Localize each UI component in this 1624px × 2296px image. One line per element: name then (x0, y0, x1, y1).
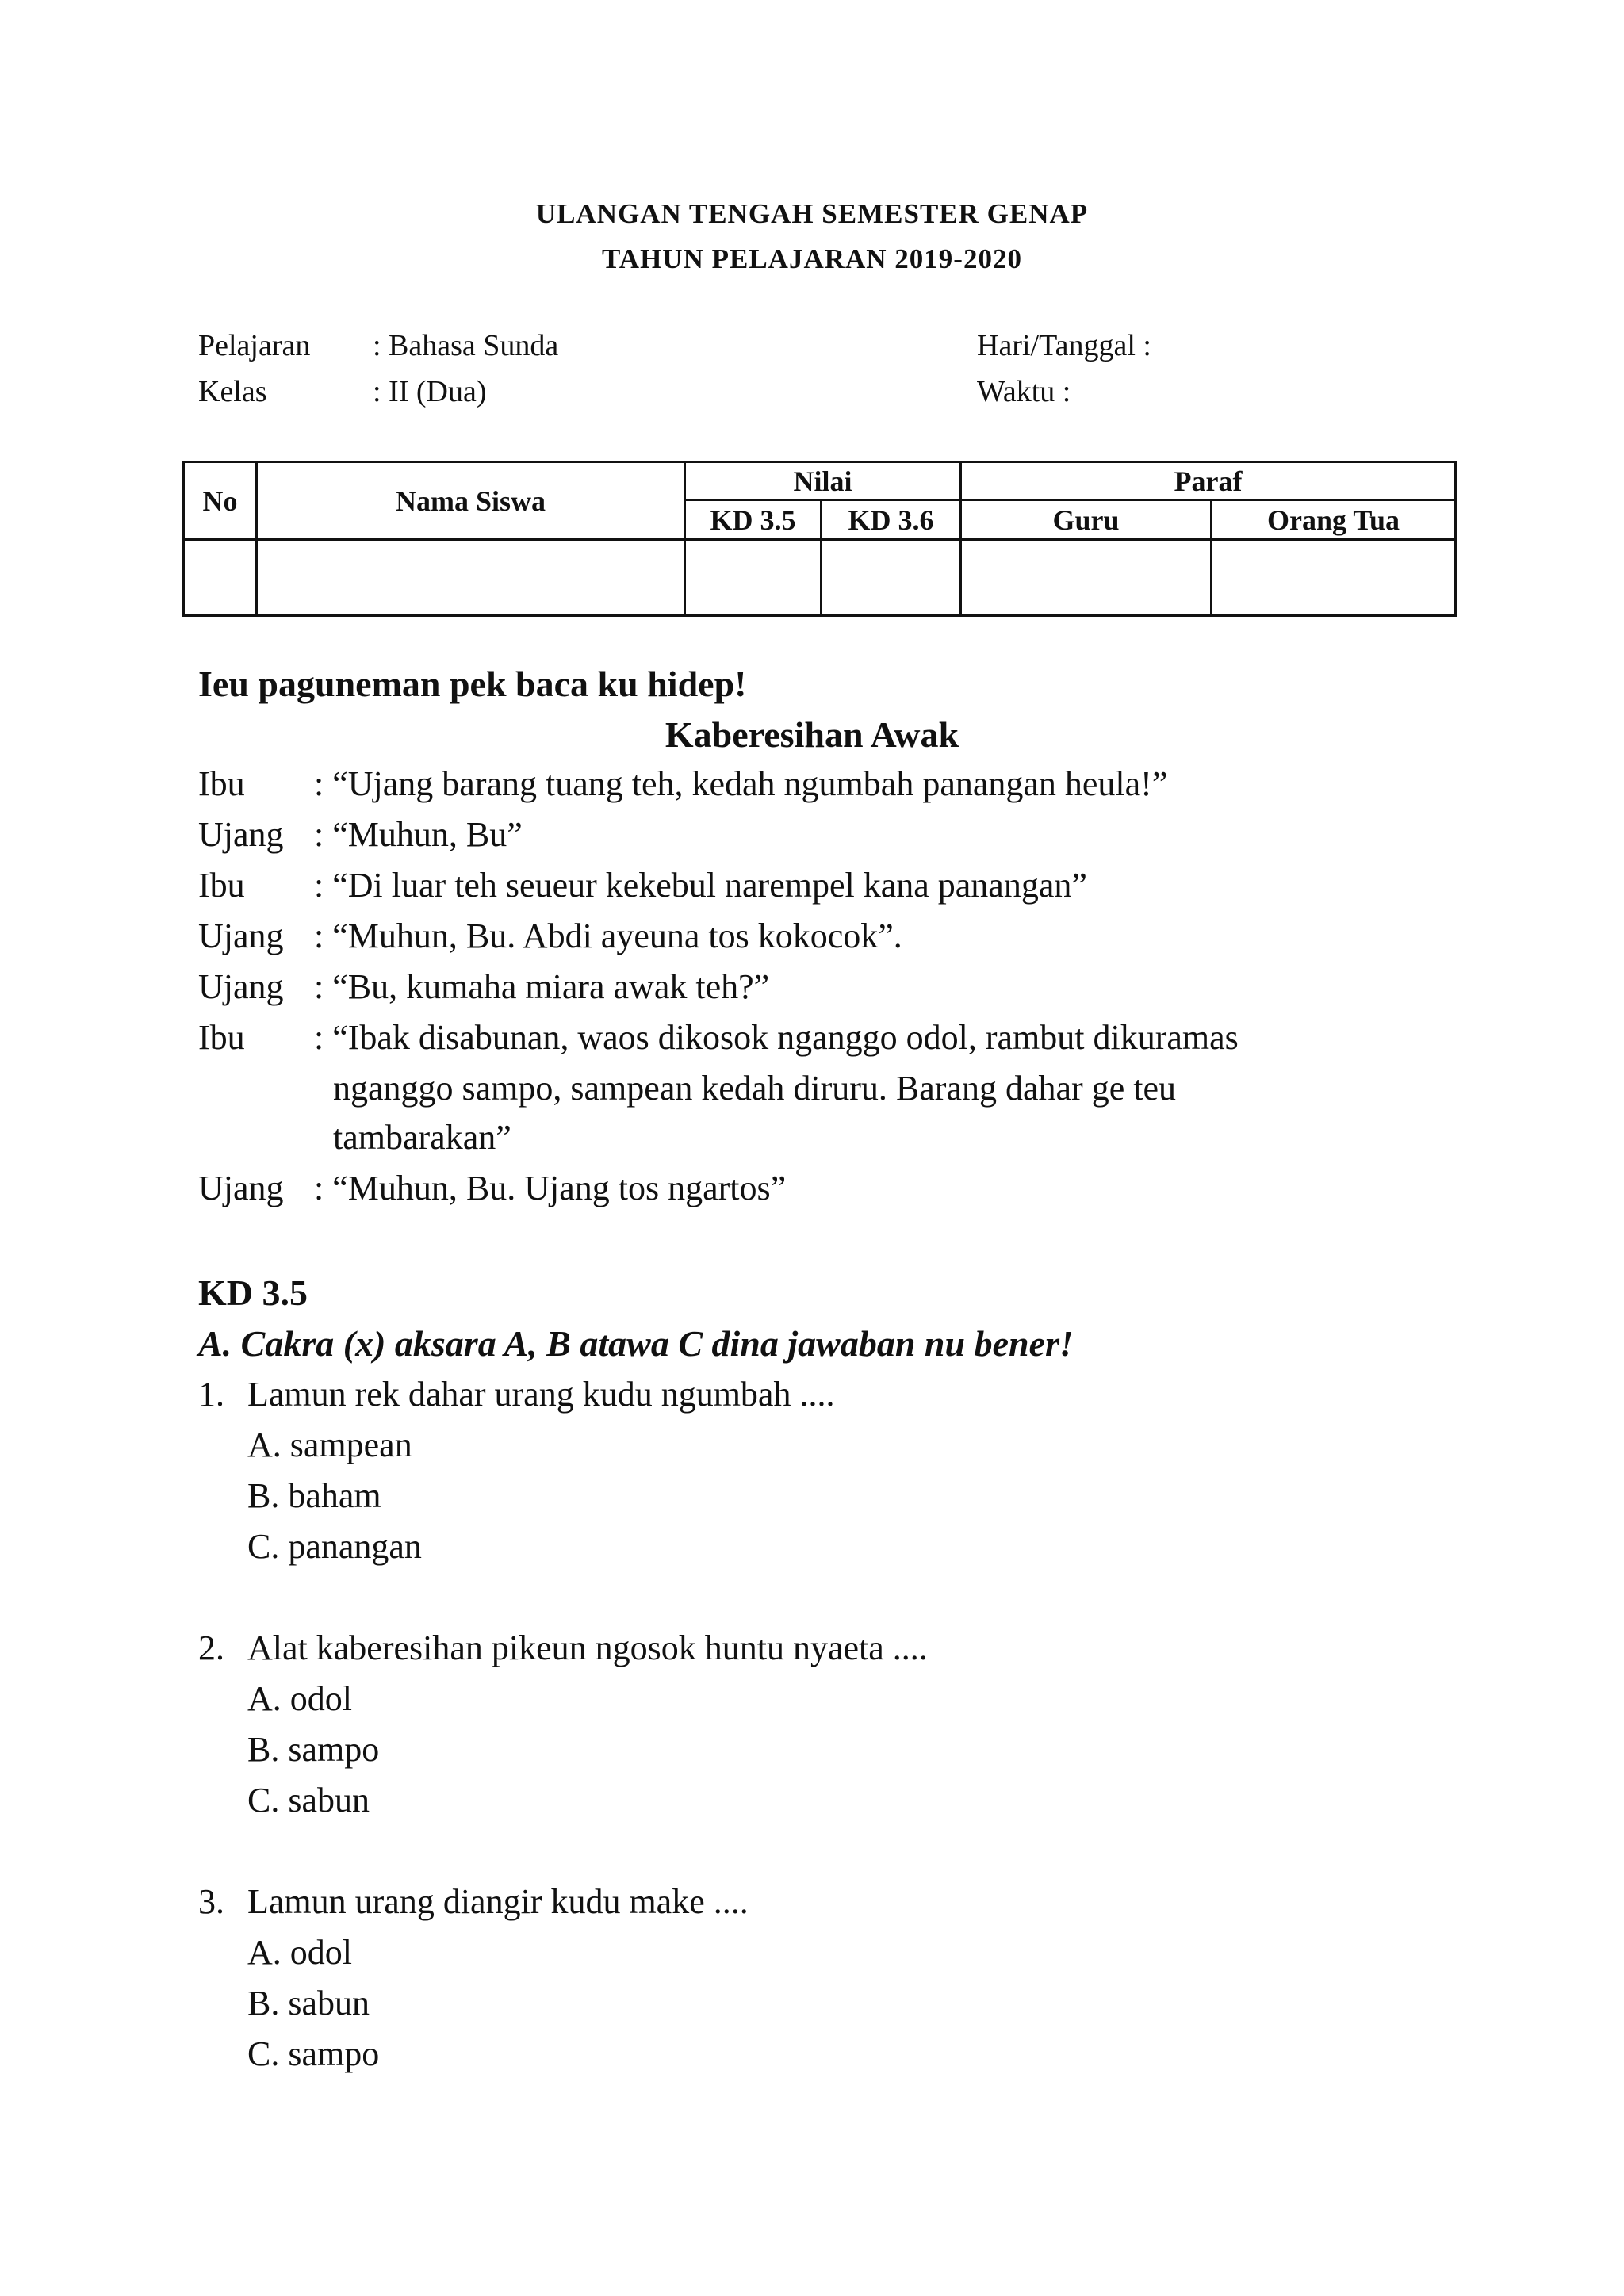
answer-option[interactable]: A. sampean (247, 1425, 412, 1464)
kelas-value: : II (Dua) (373, 375, 487, 408)
question-text: Lamun rek dahar urang kudu ngumbah .... (247, 1375, 835, 1414)
score-table (182, 461, 1457, 617)
pelajaran-value: : Bahasa Sunda (373, 329, 559, 362)
kelas-label: Kelas (198, 375, 267, 408)
question-text: Lamun urang diangir kudu make .... (247, 1882, 749, 1921)
answer-option[interactable]: B. sampo (247, 1730, 380, 1769)
dialog-line: : “Ibak disabunan, waos dikosok nganggo odol, rambut dikuramas (314, 1018, 1239, 1057)
header-paraf: Paraf (961, 462, 1456, 500)
header-guru: Guru (961, 500, 1212, 540)
header-no: No (184, 462, 257, 540)
dialog-line: : “Muhun, Bu” (314, 815, 523, 854)
dialog-speaker: Ibu (198, 1018, 245, 1057)
answer-option[interactable]: A. odol (247, 1933, 352, 1972)
dialog-line: : “Muhun, Bu. Ujang tos ngartos” (314, 1169, 787, 1207)
dialog-speaker: Ibu (198, 866, 245, 905)
header-nama-siswa: Nama Siswa (257, 462, 685, 540)
cell-kd-3-6 (822, 540, 961, 616)
answer-option[interactable]: C. sampo (247, 2034, 380, 2073)
dialog-line: : “Di luar teh seueur kekebul narempel kana panangan” (314, 866, 1087, 905)
question-number: 2. (198, 1628, 224, 1667)
question-number: 1. (198, 1375, 224, 1414)
school-year: TAHUN PELAJARAN 2019-2020 (602, 243, 1022, 274)
reading-instruction: Ieu paguneman pek baca ku hidep! (198, 664, 747, 704)
cell-no (184, 540, 257, 616)
answer-option[interactable]: B. sabun (247, 1984, 370, 2022)
answer-option[interactable]: C. panangan (247, 1527, 422, 1566)
cell-guru (961, 540, 1212, 616)
exam-title: ULANGAN TENGAH SEMESTER GENAP (535, 198, 1089, 229)
hari-tanggal-label: Hari/Tanggal : (977, 329, 1151, 362)
dialog-line-continued: tambarakan” (333, 1118, 511, 1157)
cell-nama-siswa (257, 540, 685, 616)
dialog-line: : “Muhun, Bu. Abdi ayeuna tos kokocok”. (314, 916, 902, 955)
section-instruction: A. Cakra (x) aksara A, B atawa C dina jawaban nu bener! (198, 1323, 1074, 1364)
dialog-line-continued: nganggo sampo, sampean kedah diruru. Barang dahar ge teu (333, 1069, 1176, 1108)
answer-option[interactable]: A. odol (247, 1679, 352, 1718)
header-kd-3-5: KD 3.5 (685, 500, 822, 540)
dialog-speaker: Ujang (198, 967, 284, 1006)
answer-option[interactable]: C. sabun (247, 1781, 370, 1820)
dialog-line: : “Bu, kumaha miara awak teh?” (314, 967, 770, 1006)
dialog-speaker: Ujang (198, 1169, 284, 1207)
dialog-line: : “Ujang barang tuang teh, kedah ngumbah panangan heula!” (314, 764, 1168, 803)
cell-kd-3-5 (685, 540, 822, 616)
question-number: 3. (198, 1882, 224, 1921)
cell-orang-tua (1212, 540, 1456, 616)
header-nilai: Nilai (685, 462, 961, 500)
header-kd-3-6: KD 3.6 (822, 500, 961, 540)
header-orang-tua: Orang Tua (1212, 500, 1456, 540)
answer-option[interactable]: B. baham (247, 1476, 381, 1515)
dialog-speaker: Ujang (198, 815, 284, 854)
question-text: Alat kaberesihan pikeun ngosok huntu nyaeta .... (247, 1628, 928, 1667)
dialog-speaker: Ibu (198, 764, 245, 803)
waktu-label: Waktu : (977, 375, 1071, 408)
section-heading: KD 3.5 (198, 1272, 308, 1313)
pelajaran-label: Pelajaran (198, 329, 311, 362)
dialog-title: Kaberesihan Awak (665, 714, 959, 755)
dialog-speaker: Ujang (198, 916, 284, 955)
